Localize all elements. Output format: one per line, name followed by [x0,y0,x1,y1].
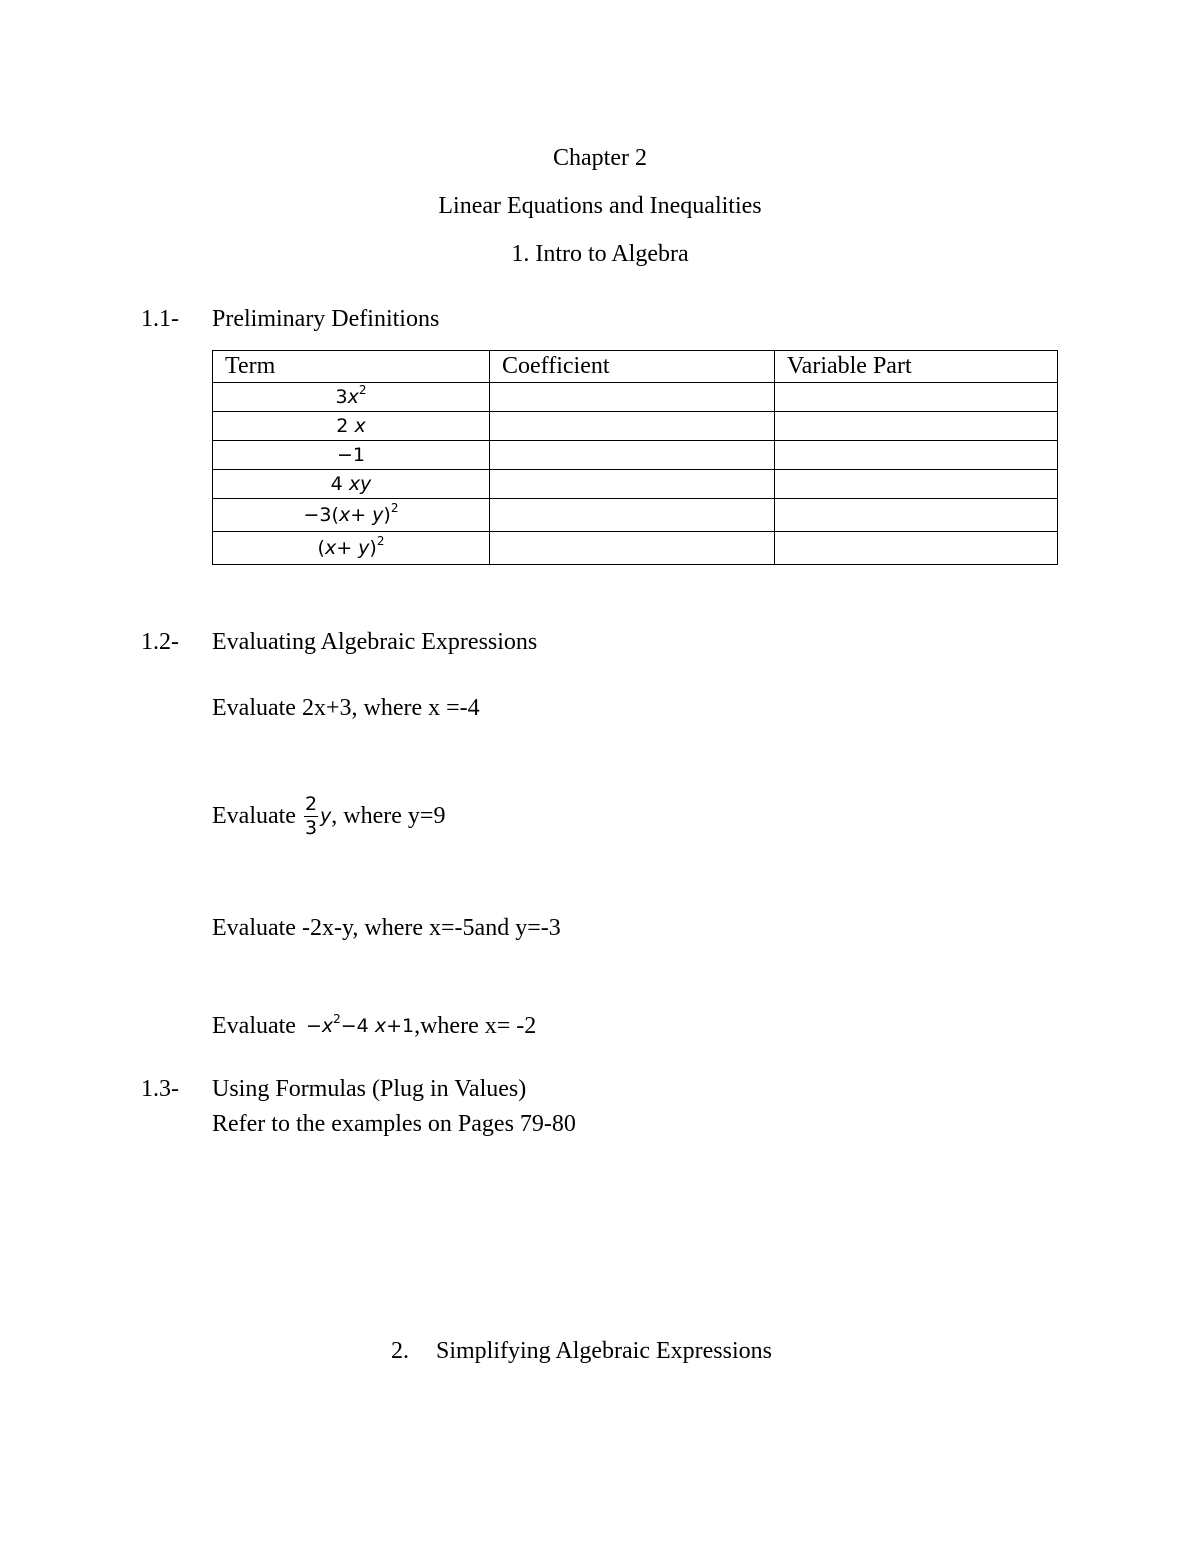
exercise-1: Evaluate 2x+3, where x =-4 [212,695,480,721]
exercise-3: Evaluate -2x-y, where x=-5and y=-3 [212,915,561,941]
section-1-2-title: Evaluating Algebraic Expressions [212,629,538,655]
coefficient-cell[interactable] [490,412,775,441]
exercise-2 [212,792,445,840]
exercise-4-suffix: ,where x= -2 [414,1013,537,1039]
section-2-number: 2. [391,1338,409,1364]
table-header-row [213,351,1058,383]
term-minus-1: −1 [336,444,365,466]
variable-part-cell[interactable] [775,470,1058,499]
section-2-title: Simplifying Algebraic Expressions [436,1338,772,1364]
coefficient-cell[interactable] [490,499,775,532]
section-1-heading: 1. Intro to Algebra [511,241,689,267]
variable-part-cell[interactable] [775,383,1058,412]
header-term: Term [225,353,276,379]
table-row [213,441,1058,470]
variable-part-cell[interactable] [775,441,1058,470]
coefficient-cell[interactable] [490,441,775,470]
expression-neg-x2-4x-plus-1: $-x^2-4$ x+1 [305,1011,415,1037]
coefficient-cell[interactable] [490,532,775,565]
fraction-two-thirds [304,792,318,839]
section-1-2-number: 1.2- [141,629,179,655]
variable-part-cell[interactable] [775,499,1058,532]
section-1-3-title: Using Formulas (Plug in Values) [212,1076,527,1102]
header-variable-part: Variable Part [787,353,912,379]
section-1-3-note: Refer to the examples on Pages 79-80 [212,1111,576,1137]
section-1-1-number: 1.1- [141,306,179,332]
table-row [213,532,1058,565]
coefficient-cell[interactable] [490,383,775,412]
term-2x: 2 x [336,415,366,437]
table-row [213,470,1058,499]
chapter-heading: Chapter 2 [553,145,647,171]
header-coefficient: Coefficient [502,353,610,379]
variable-part-cell[interactable] [775,412,1058,441]
term-3x2: $3x^2$ [335,383,367,408]
variable-part-cell[interactable] [775,532,1058,565]
table-row [213,383,1058,412]
definitions-table [212,350,1058,565]
variable-y: y [320,804,332,827]
term-4xy: 4 xy [330,473,372,495]
exercise-4-prefix: Evaluate [212,1013,296,1039]
fraction-numerator: 2 [304,792,318,815]
chapter-title: Linear Equations and Inequalities [438,193,762,219]
table-row [213,412,1058,441]
term-x-plus-y-squared: $(x+ y)^2$ [317,534,385,559]
exercise-2-prefix: Evaluate [212,803,296,829]
section-1-3-number: 1.3- [141,1076,179,1102]
table-row [213,499,1058,532]
section-1-1-title: Preliminary Definitions [212,306,440,332]
exercise-2-suffix: , where y=9 [331,803,446,829]
exercise-4 [212,1010,536,1042]
coefficient-cell[interactable] [490,470,775,499]
fraction-denominator: 3 [304,816,318,839]
term-minus-3-x-plus-y-squared: $-3(x+ y)^2$ [303,501,399,526]
